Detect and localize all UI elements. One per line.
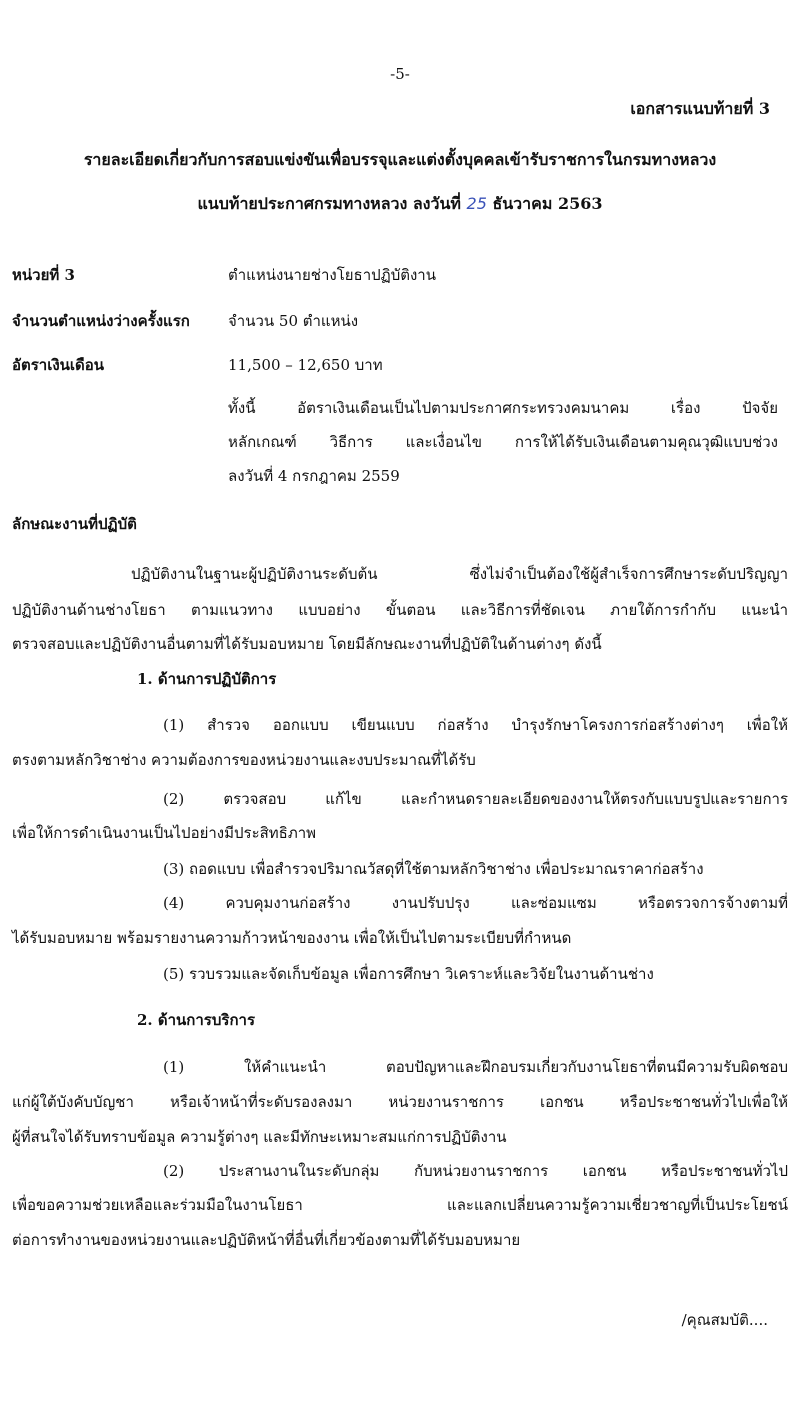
section2-heading: 2. ด้านการบริการ [137, 1011, 256, 1029]
salary-range: 11,500 – 12,650 บาท [228, 356, 383, 374]
document-title-line2 [0, 196, 800, 212]
continuation-marker: /คุณสมบัติ.... [681, 1311, 768, 1329]
page-number: -5- [390, 65, 410, 83]
s1-item2-line2: เพื่อให้การดำเนินงานเป็นไปอย่างมีประสิทธิภาพ [12, 824, 317, 842]
s1-item4-line1: (4) ควบคุมงานก่อสร้าง งานปรับปรุง และซ่อมแซม หรือตรวจการจ้างตามที่ [163, 894, 788, 912]
s2-item1-line2: แก่ผู้ใต้บังคับบัญชา หรือเจ้าหน้าที่ระดับรองลงมา หน่วยงานราชการ เอกชน หรือประชาชนทั่วไปเพื่อให้ [12, 1093, 788, 1111]
title-date-prefix: แนบท้ายประกาศกรมทางหลวง ลงวันที่ [197, 194, 461, 213]
intro-line2: ปฏิบัติงานด้านช่างโยธา ตามแนวทาง แบบอย่าง ขั้นตอน และวิธีการที่ชัดเจน ภายใต้การกำกับ แนะนำ [12, 601, 788, 619]
title-date-suffix: ธันวาคม 2563 [492, 194, 603, 213]
s2-item2-line2: เพื่อขอความช่วยเหลือและร่วมมือในงานโยธา และแลกเปลี่ยนความรู้ความเชี่ยวชาญที่เป็นประโยชน์ [12, 1196, 788, 1214]
vacancy-value: จำนวน 50 ตำแหน่ง [228, 312, 359, 330]
salary-label: อัตราเงินเดือน [12, 356, 105, 374]
title-day-handwritten: 25 [466, 194, 487, 213]
vacancy-label: จำนวนตำแหน่งว่างครั้งแรก [12, 312, 190, 330]
salary-note-line2: หลักเกณฑ์ วิธีการ และเงื่อนไข การให้ได้รับเงินเดือนตามคุณวุฒิแบบช่วง [228, 433, 778, 451]
salary-note-line3: ลงวันที่ 4 กรกฎาคม 2559 [228, 467, 400, 485]
s1-item2-line1: (2) ตรวจสอบ แก้ไข และกำหนดรายละเอียดของงานให้ตรงกับแบบรูปและรายการ [163, 790, 788, 808]
intro-line1: ปฏิบัติงานในฐานะผู้ปฏิบัติงานระดับต้น ซึ่งไม่จำเป็นต้องใช้ผู้สำเร็จการศึกษาระดับปริญญา [131, 565, 788, 583]
intro-line3: ตรวจสอบและปฏิบัติงานอื่นตามที่ได้รับมอบหมาย โดยมีลักษณะงานที่ปฏิบัติในด้านต่างๆ ดังนี้ [12, 635, 602, 653]
s1-item1-line1: (1) สำรวจ ออกแบบ เขียนแบบ ก่อสร้าง บำรุงรักษาโครงการก่อสร้างต่างๆ เพื่อให้ [163, 716, 788, 734]
s2-item1-line1: (1) ให้คำแนะนำ ตอบปัญหาและฝึกอบรมเกี่ยวกับงานโยธาที่ตนมีความรับผิดชอบ [163, 1058, 788, 1076]
s1-item1-line2: ตรงตามหลักวิชาช่าง ความต้องการของหน่วยงานและงบประมาณที่ได้รับ [12, 751, 476, 769]
s2-item1-line3: ผู้ที่สนใจได้รับทราบข้อมูล ความรู้ต่างๆ และมีทักษะเหมาะสมแก่การปฏิบัติงาน [12, 1128, 507, 1146]
s1-item4-line2: ได้รับมอบหมาย พร้อมรายงานความก้าวหน้าของงาน เพื่อให้เป็นไปตามระเบียบที่กำหนด [12, 929, 572, 947]
s1-item3: (3) ถอดแบบ เพื่อสำรวจปริมาณวัสดุที่ใช้ตามหลักวิชาช่าง เพื่อประมาณราคาก่อสร้าง [163, 860, 704, 878]
s2-item2-line3: ต่อการทำงานของหน่วยงานและปฏิบัติหน้าที่อื่นที่เกี่ยวข้องตามที่ได้รับมอบหมาย [12, 1231, 521, 1249]
unit-value: ตำแหน่งนายช่างโยธาปฏิบัติงาน [228, 266, 436, 284]
document-title-line1: รายละเอียดเกี่ยวกับการสอบแข่งขันเพื่อบรรจุและแต่งตั้งบุคคลเข้ารับราชการในกรมทางหลวง [83, 150, 717, 169]
duties-heading: ลักษณะงานที่ปฏิบัติ [12, 515, 137, 533]
attachment-label: เอกสารแนบท้ายที่ 3 [630, 99, 770, 118]
s2-item2-line1: (2) ประสานงานในระดับกลุ่ม กับหน่วยงานราชการ เอกชน หรือประชาชนทั่วไป [163, 1162, 788, 1180]
s1-item5: (5) รวบรวมและจัดเก็บข้อมูล เพื่อการศึกษา วิเคราะห์และวิจัยในงานด้านช่าง [163, 965, 654, 983]
section1-heading: 1. ด้านการปฏิบัติการ [137, 670, 277, 688]
unit-label: หน่วยที่ 3 [12, 266, 75, 284]
salary-note-line1: ทั้งนี้ อัตราเงินเดือนเป็นไปตามประกาศกระทรวงคมนาคม เรื่อง ปัจจัย [228, 399, 778, 417]
